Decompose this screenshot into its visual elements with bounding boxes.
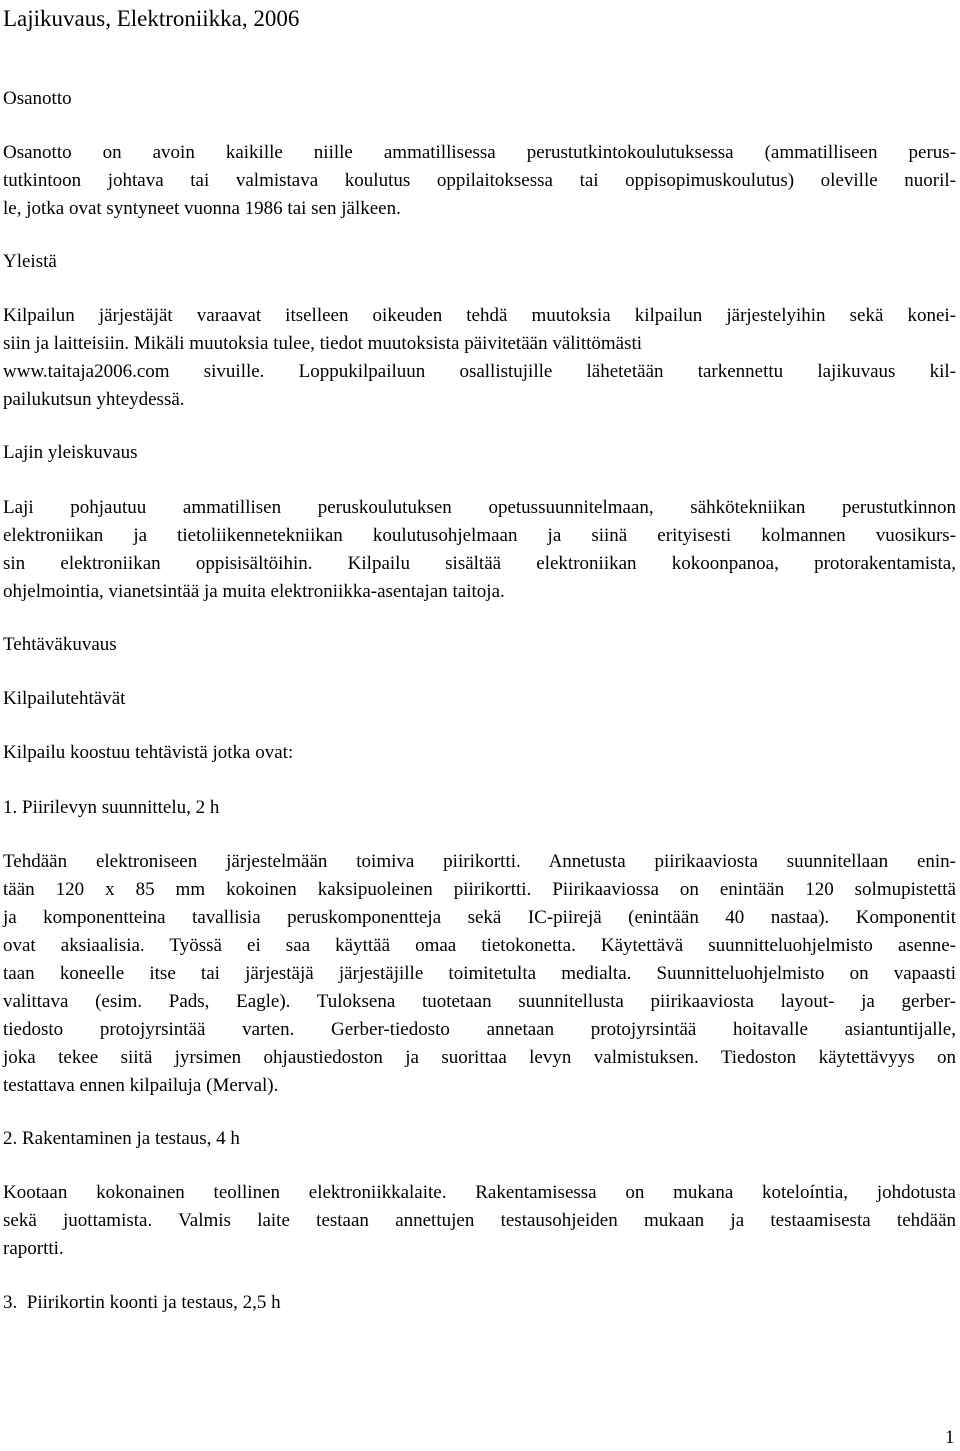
text-line: ohjelmointia, vianetsintää ja muita elektroniikka-asentajan taitoja. [3, 581, 505, 602]
section-heading-tehtavakuvaus: Tehtäväkuvaus [3, 634, 117, 655]
text-line: sin elektroniikan oppisisältöihin. Kilpailu sisältää elektroniikan kokoonpanoa, protorakentamista, [3, 553, 956, 574]
text-line: pailukutsun yhteydessä. [3, 389, 185, 410]
text-line: www.taitaja2006.com sivuille. Loppukilpailuun osallistujille lähetetään tarkennettu lajikuvaus kil- [3, 361, 956, 382]
text-line: testattava ennen kilpailuja (Merval). [3, 1075, 279, 1096]
document-title: Lajikuvaus, Elektroniikka, 2006 [3, 6, 300, 31]
text-line: joka tekee siitä jyrsimen ohjaustiedoston ja suorittaa levyn valmistuksen. Tiedoston käytettävyys on [3, 1047, 956, 1068]
text-line: tään 120 x 85 mm kokoinen kaksipuoleinen piirikortti. Piirikaaviossa on enintään 120 solmupistettä [3, 879, 956, 900]
text-line: Laji pohjautuu ammatillisen peruskoulutuksen opetussuunnitelmaan, sähkötekniikan perustutkinnon [3, 497, 956, 518]
text-line: Kootaan kokonainen teollinen elektroniikkalaite. Rakentamisessa on mukana koteloíntia, johdotusta [3, 1182, 956, 1203]
text-line: taan koneelle itse tai järjestäjä järjestäjille toimitetulta medialta. Suunnitteluohjelmisto on vapaasti [3, 963, 956, 984]
tasks-intro: Kilpailu koostuu tehtävistä jotka ovat: [3, 742, 294, 763]
section-heading-yleista: Yleistä [3, 251, 57, 272]
text-line: Kilpailun järjestäjät varaavat itselleen oikeuden tehdä muutoksia kilpailun järjestelyihin sekä konei- [3, 305, 956, 326]
text-line: Tehdään elektroniseen järjestelmään toimiva piirikortti. Annetusta piirikaaviosta suunnitellaan enin- [3, 851, 956, 872]
text-line: Osanotto on avoin kaikille niille ammatillisessa perustutkintokoulutuksessa (ammatilliseen perus- [3, 142, 956, 163]
text-line: siin ja laitteisiin. Mikäli muutoksia tulee, tiedot muutoksista päivitetään välittömästi [3, 333, 643, 354]
task-heading-3: 3. Piirikortin koonti ja testaus, 2,5 h [3, 1292, 281, 1313]
page-number: 1 [945, 1427, 955, 1448]
text-line: ovat aksiaalisia. Työssä ei saa käyttää omaa tietokonetta. Käytettävä suunnitteluohjelmisto asenne- [3, 935, 956, 956]
text-line: ja komponentteina tavallisia peruskomponentteja sekä IC-piirejä (enintään 40 nastaa). Komponentit [3, 907, 956, 928]
text-line: valittava (esim. Pads, Eagle). Tuloksena tuotetaan suunnitellusta piirikaaviosta layout- ja gerber- [3, 991, 956, 1012]
text-line: elektroniikan ja tietoliikennetekniikan koulutusohjelmaan ja siinä erityisesti kolmannen vuosikurs- [3, 525, 956, 546]
text-line: raportti. [3, 1238, 64, 1259]
section-heading-lajin-yleiskuvaus: Lajin yleiskuvaus [3, 442, 138, 463]
section-heading-osanotto: Osanotto [3, 88, 72, 109]
task-heading-1: 1. Piirilevyn suunnittelu, 2 h [3, 797, 220, 818]
task-heading-2: 2. Rakentaminen ja testaus, 4 h [3, 1128, 240, 1149]
text-line: tutkintoon johtava tai valmistava koulutus oppilaitoksessa tai oppisopimuskoulutus) oleville nuoril- [3, 170, 956, 191]
text-line: le, jotka ovat syntyneet vuonna 1986 tai sen jälkeen. [3, 198, 401, 219]
section-heading-kilpailutehtavat: Kilpailutehtävät [3, 688, 126, 709]
text-line: sekä juottamista. Valmis laite testaan annettujen testausohjeiden mukaan ja testaamisesta tehdään [3, 1210, 956, 1231]
text-line: tiedosto protojyrsintää varten. Gerber-tiedosto annetaan protojyrsintää hoitavalle asiantuntijalle, [3, 1019, 956, 1040]
